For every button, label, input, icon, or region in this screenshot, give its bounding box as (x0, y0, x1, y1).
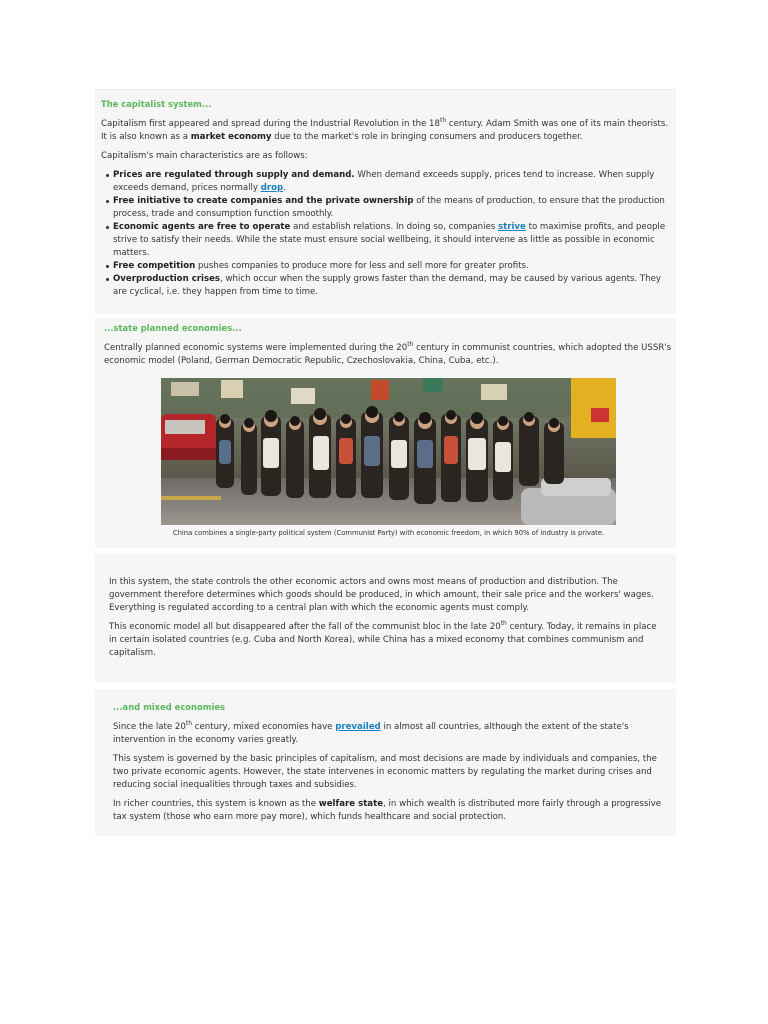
text-run: century. Today, it remains in place in certain isolated countries (e.g. Cuba and North Korea), while China has a mixed economy that combines communism and capitalism. (109, 622, 657, 658)
paragraph: Capitalism's main characteristics are as follows: (101, 151, 308, 161)
paragraph (101, 118, 676, 144)
bold-term: Free initiative to create companies and the private ownership (113, 196, 414, 206)
list-item (113, 169, 676, 195)
text-run: In richer countries, this system is known as the (113, 799, 319, 809)
paragraph (109, 621, 662, 660)
paragraph (109, 576, 662, 615)
bold-term: market economy (190, 132, 272, 142)
paragraph (113, 753, 662, 792)
superscript: th (185, 720, 193, 727)
text-run: century. Adam Smith was one of its main theorists. It is also known as a (101, 119, 669, 142)
text-run: of the means of production, to ensure that the production process, trade and consumption function smoothly. (113, 196, 665, 219)
bold-term: Prices are regulated through supply and demand. (113, 170, 355, 180)
text-run: in almost all countries, although the extent of the state's intervention in the economy varies greatly. (113, 722, 629, 745)
text-run: This system is governed by the basic principles of capitalism, and most decisions are made by individuals and companies, the two private economic agents. However, the state intervenes in economic matters by regulating the market during crises and reducing social inequalities through taxes and subsidies. (113, 754, 657, 790)
photo-caption: China combines a single-party political system (Communist Party) with economic freedom, in which 90% of industry is private. (172, 529, 605, 537)
text-run: due to the market's role in bringing consumers and producers together. (271, 132, 583, 142)
characteristics-list (101, 169, 676, 299)
glossary-link[interactable]: drop (260, 183, 284, 193)
bold-term: Overproduction crises (113, 274, 221, 284)
text-run: Since the late 20 (113, 722, 186, 732)
mixed-economies-section (95, 689, 676, 836)
text-run: This economic model all but disappeared after the fall of the communist bloc in the late 20 (109, 622, 501, 632)
list-item (113, 221, 676, 260)
list-item (113, 273, 676, 299)
street-crowd-photo (161, 378, 616, 525)
paragraph (113, 798, 662, 824)
text-run: Centrally planned economic systems were implemented during the 20 (104, 343, 408, 353)
superscript: th (500, 620, 507, 627)
crowd-image (161, 378, 616, 525)
bold-term: Free competition (113, 261, 196, 271)
text-run: and establish relations. In doing so, companies (290, 222, 498, 232)
list-item (113, 260, 676, 273)
text-run: , which occur when the supply grows faster than the demand, may be caused by various agents. They are cyclical, i.e. they happen from time to time. (113, 274, 661, 297)
text-run: In this system, the state controls the other economic actors and owns most means of production and distribution. The government therefore determines which goods should be produced, in which amount, their sale price and the workers' wages. Everything is regulated according to a central plan with which the economic agents must comply. (109, 577, 654, 613)
text-run: , in which wealth is distributed more fairly through a progressive tax system (those who earn more pay more), which funds healthcare and social protection. (113, 799, 662, 822)
text-run: pushes companies to produce more for less and sell more for greater profits. (195, 261, 529, 271)
superscript: th (407, 341, 414, 348)
bold-term: welfare state (318, 799, 384, 809)
list-item (113, 195, 676, 221)
text-run: century in communist countries, which adopted the USSR's economic model (Poland, German Democratic Republic, Czechoslovakia, China, Cuba, etc.). (104, 343, 672, 366)
superscript: th (440, 117, 447, 124)
section-heading: ...and mixed economies (113, 702, 226, 712)
section-heading: The capitalist system... (101, 99, 212, 109)
text-run: to maximise profits, and people strive to satisfy their needs. While the state must ensure social wellbeing, it should intervene as little as possible in economic matters. (113, 222, 666, 258)
text-run: When demand exceeds supply, prices tend to increase. When supply exceeds demand, prices normally (113, 170, 655, 193)
paragraph (113, 721, 662, 747)
text-run: century, mixed economies have (192, 722, 336, 732)
state-planned-section (95, 318, 676, 548)
glossary-link[interactable]: strive (498, 222, 526, 232)
text-run: Capitalism first appeared and spread during the Industrial Revolution in the 18 (101, 119, 440, 129)
capitalist-system-section (95, 89, 676, 314)
glossary-link[interactable]: prevailed (335, 722, 381, 732)
text-run: . (283, 183, 286, 193)
paragraph (104, 342, 676, 368)
section-heading: ...state planned economies... (104, 323, 242, 333)
bold-term: Economic agents are free to operate (113, 222, 291, 232)
state-planned-details-section (95, 554, 676, 682)
